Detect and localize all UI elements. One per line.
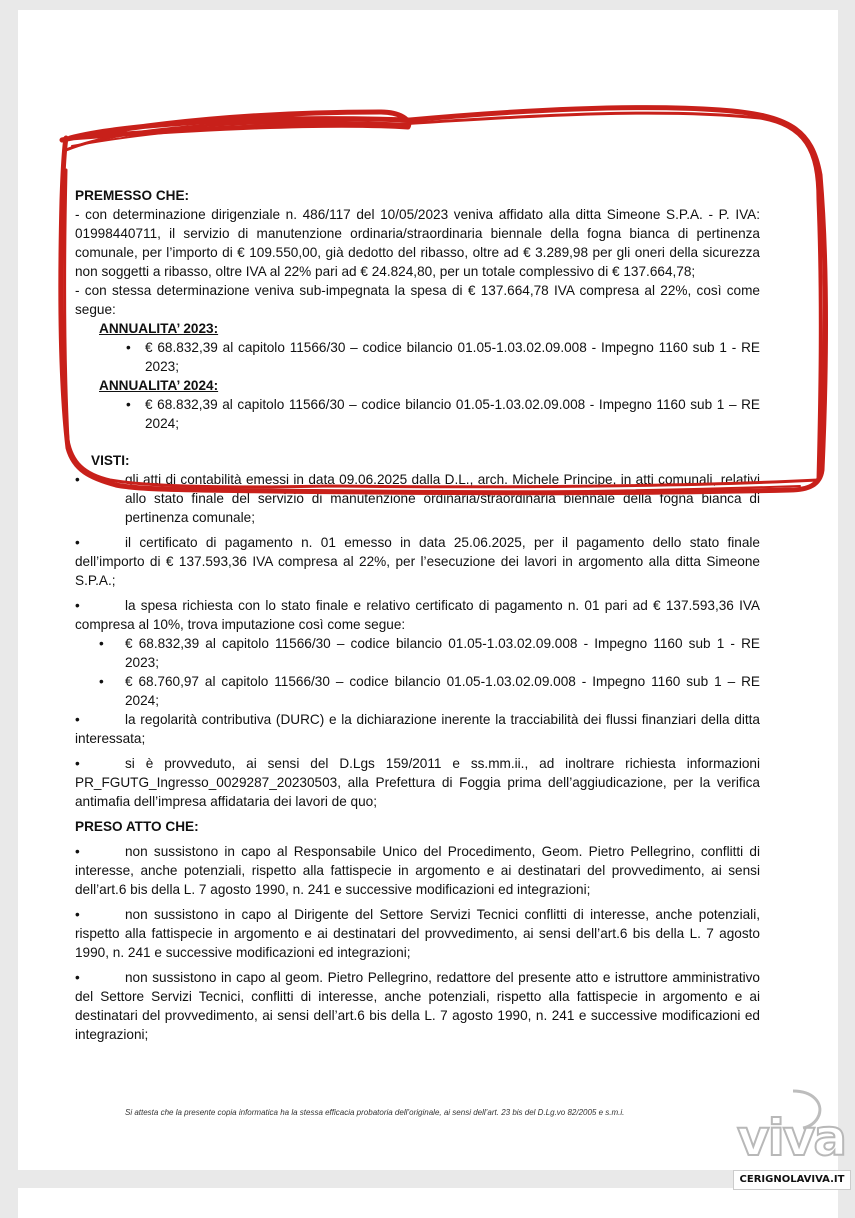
- visti-item-3-text: la spesa richiesta con lo stato finale e relativo certificato di pagamento n. 01 pari ad € 137.593,36 IVA compresa al 10%, trova imputazione così come segue:: [75, 598, 760, 632]
- visti-item-3-sub-2-text: € 68.760,97 al capitolo 11566/30 – codice bilancio 01.05-1.03.02.09.008 - Impegno 1160 sub 1 – RE 2024;: [125, 674, 760, 708]
- visti-item-4: [75, 710, 760, 748]
- bullet-icon: •: [99, 636, 104, 651]
- premesso-paragraph-2: - con stessa determinazione veniva sub-impegnata la spesa di € 137.664,78 IVA compresa al 22%, così come segue:: [75, 283, 760, 317]
- next-page-edge: [18, 1188, 838, 1218]
- visti-item-3: [75, 596, 760, 634]
- premesso-heading: PREMESSO CHE:: [75, 188, 190, 203]
- document-body: [75, 186, 760, 1044]
- preso-atto-item-3: [75, 968, 760, 1044]
- bullet-icon: •: [75, 535, 80, 550]
- bullet-icon: •: [75, 756, 80, 771]
- annualita-2024-item: [75, 395, 760, 433]
- bullet-icon: •: [75, 598, 80, 613]
- bullet-icon: •: [99, 674, 104, 689]
- visti-item-3-sub-1-text: € 68.832,39 al capitolo 11566/30 – codice bilancio 01.05-1.03.02.09.008 - Impegno 1160 sub 1 - RE 2023;: [125, 636, 760, 670]
- preso-atto-item-2-text: non sussistono in capo al Dirigente del Settore Servizi Tecnici conflitti di interesse, anche potenziali, rispetto alla fattispecie in argomento e ai destinatari del provvedimento, ai sensi dell’art.6 bis della L. 7 agosto 1990, n. 241 e successive modificazioni ed integrazioni;: [75, 907, 760, 960]
- preso-atto-item-1-text: non sussistono in capo al Responsabile Unico del Procedimento, Geom. Pietro Pellegrino, conflitti di interesse, anche potenziali, rispetto alla fattispecie in argomento e ai destinatari del provvedimento, ai sensi dell’art.6 bis della L. 7 agosto 1990, n. 241 e successive modificazioni ed integrazioni;: [75, 844, 760, 897]
- visti-item-1-text: gli atti di contabilità emessi in data 09.06.2025 dalla D.L., arch. Michele Principe, in atti comunali, relativi allo stato finale del servizio di manutenzione ordinaria/straordinaria biennale della fogna bianca di pertinenza comunale;: [125, 472, 760, 525]
- visti-item-3-sub-2: [75, 672, 760, 710]
- annualita-2023-text: € 68.832,39 al capitolo 11566/30 – codice bilancio 01.05-1.03.02.09.008 - Impegno 1160 sub 1 - RE 2023;: [145, 340, 760, 374]
- bullet-icon: •: [75, 712, 80, 727]
- bullet-icon: •: [75, 907, 80, 922]
- visti-item-2: [75, 533, 760, 590]
- bullet-icon: •: [126, 397, 131, 412]
- viva-watermark-logo: [733, 1085, 851, 1190]
- premesso-paragraph-1: - con determinazione dirigenziale n. 486/117 del 10/05/2023 veniva affidato alla ditta Simeone S.P.A. - P. IVA: 01998440711, il servizio di manutenzione ordinaria/straordinaria biennale della fogna bianca di pertinenza comunale, per l’importo di € 109.550,00, già dedotto del ribasso, oltre ad € 3.289,98 per gli oneri della sicurezza non soggetti a ribasso, oltre IVA al 22% pari ad € 24.824,80, per un totale complessivo di € 137.664,78;: [75, 207, 760, 279]
- visti-item-4-text: la regolarità contributiva (DURC) e la dichiarazione inerente la tracciabilità dei flussi finanziari della ditta interessata;: [75, 712, 760, 746]
- annualita-2023-item: [75, 338, 760, 376]
- footnote: Si attesta che la presente copia informatica ha la stessa efficacia probatoria dell’originale, ai sensi dell’art. 23 bis del D.Lg.vo 82/2005 e s.m.i.: [125, 1108, 625, 1117]
- annualita-2024-text: € 68.832,39 al capitolo 11566/30 – codice bilancio 01.05-1.03.02.09.008 - Impegno 1160 sub 1 – RE 2024;: [145, 397, 760, 431]
- bullet-icon: •: [75, 844, 80, 859]
- visti-item-3-sub-1: [75, 634, 760, 672]
- bullet-icon: •: [126, 340, 131, 355]
- viva-logo-word: viva: [737, 1109, 846, 1167]
- visti-item-1: [75, 470, 760, 527]
- preso-atto-item-1: [75, 842, 760, 899]
- annualita-2024-heading: ANNUALITA’ 2024:: [99, 378, 219, 393]
- visti-item-5: [75, 754, 760, 811]
- bullet-icon: •: [75, 970, 80, 985]
- visti-item-2-text: il certificato di pagamento n. 01 emesso in data 25.06.2025, per il pagamento dello stato finale dell’importo di € 137.593,36 IVA compresa al 22%, per l’esecuzione dei lavori in argomento alla ditta Simeone S.P.A.;: [75, 535, 760, 588]
- annualita-2023-heading: ANNUALITA’ 2023:: [99, 321, 219, 336]
- visti-heading: VISTI:: [91, 453, 130, 468]
- preso-atto-heading: PRESO ATTO CHE:: [75, 819, 199, 834]
- viva-site-label: CERIGNOLAVIVA.IT: [733, 1170, 851, 1190]
- preso-atto-item-2: [75, 905, 760, 962]
- preso-atto-item-3-text: non sussistono in capo al geom. Pietro Pellegrino, redattore del presente atto e istruttore amministrativo del Settore Servizi Tecnici, conflitti di interesse, anche potenziali, rispetto alla fattispecie in argomento e ai destinatari del provvedimento, ai sensi dell’art.6 bis della L. 7 agosto 1990, n. 241 e successive modificazioni ed integrazioni;: [75, 970, 760, 1042]
- bullet-icon: •: [75, 472, 80, 487]
- visti-item-5-text: si è provveduto, ai sensi del D.Lgs 159/2011 e ss.mm.ii., ad inoltrare richiesta informazioni PR_FGUTG_Ingresso_0029287_20230503, alla Prefettura di Foggia prima dell’aggiudicazione, per la verifica antimafia dell’impresa affidataria dei lavori de quo;: [75, 756, 760, 809]
